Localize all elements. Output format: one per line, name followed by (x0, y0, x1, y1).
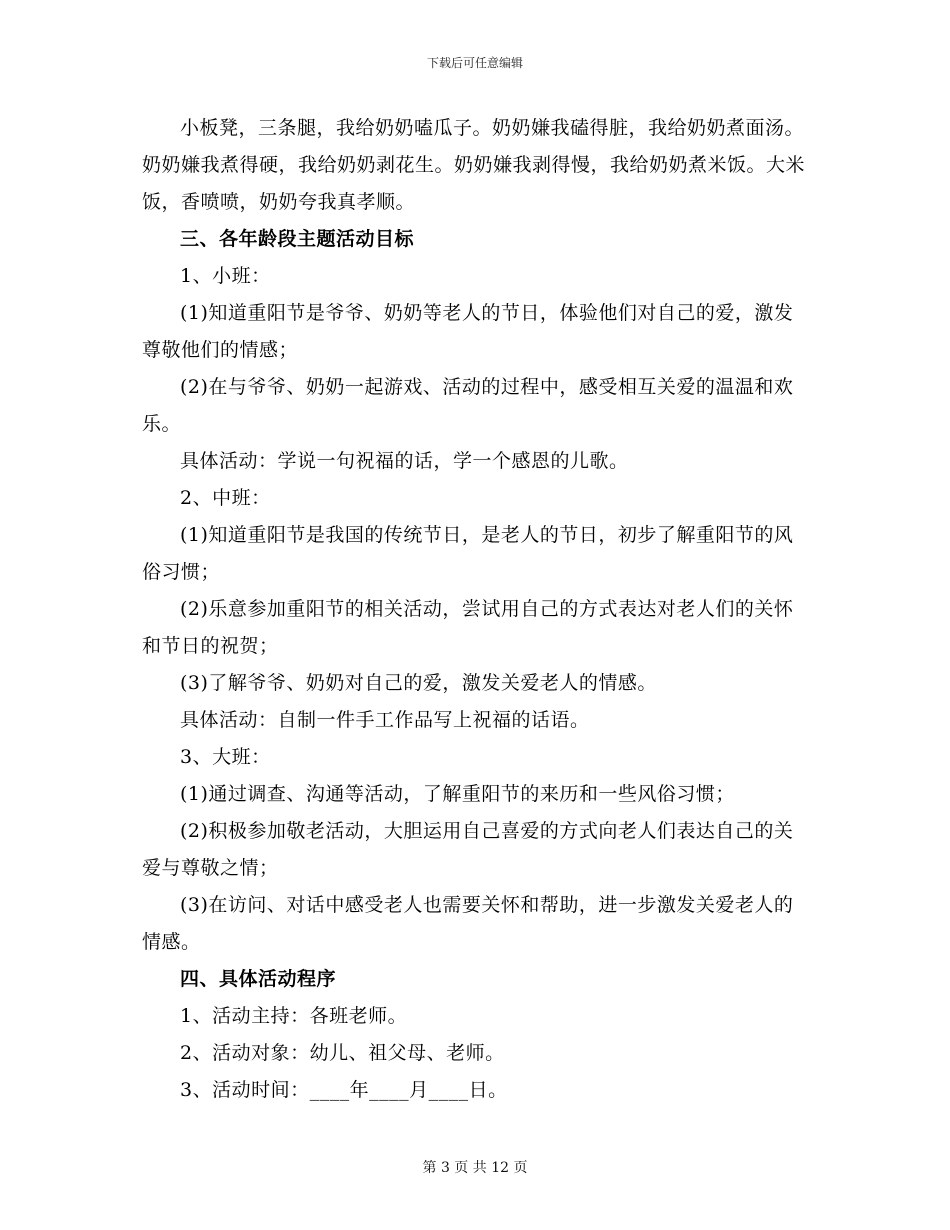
paragraph: (2)乐意参加重阳节的相关活动，尝试用自己的方式表达对老人们的关怀和节日的祝贺； (142, 598, 794, 657)
paragraph: (1)通过调查、沟通等活动，了解重阳节的来历和一些风俗习惯； (180, 783, 735, 805)
document-body (142, 110, 810, 1109)
paragraph: 1、活动主持：各班老师。 (180, 1005, 408, 1027)
section-heading: 三、各年龄段主题活动目标 (180, 228, 415, 250)
paragraph: (3)在访问、对话中感受老人也需要关怀和帮助，进一步激发关爱老人的情感。 (142, 894, 794, 953)
paragraph: (3)了解爷爷、奶奶对自己的爱，激发关爱老人的情感。 (180, 672, 657, 694)
paragraph: (2)在与爷爷、奶奶一起游戏、活动的过程中，感受相互关爱的温温和欢乐。 (142, 376, 794, 435)
subheading: 1、小班： (180, 265, 271, 287)
paragraph: 小板凳，三条腿，我给奶奶嗑瓜子。奶奶嫌我磕得脏，我给奶奶煮面汤。奶奶嫌我煮得硬，我给奶奶剥花生。奶奶嫌我剥得慢，我给奶奶煮米饭。大米饭，香喷喷，奶奶夸我真孝顺。 (142, 117, 806, 213)
paragraph: (1)知道重阳节是爷爷、奶奶等老人的节日，体验他们对自己的爱，激发尊敬他们的情感； (142, 302, 794, 361)
paragraph: 具体活动：自制一件手工作品写上祝福的话语。 (180, 709, 590, 731)
subheading: 3、大班： (180, 746, 271, 768)
paragraph: (2)积极参加敬老活动，大胆运用自己喜爱的方式向老人们表达自己的关爱与尊敬之情； (142, 820, 794, 879)
paragraph: 具体活动：学说一句祝福的话，学一个感恩的儿歌。 (180, 450, 629, 472)
subheading: 2、中班： (180, 487, 271, 509)
paragraph: 3、活动时间：____年____月____日。 (180, 1079, 508, 1101)
paragraph: 2、活动对象：幼儿、祖父母、老师。 (180, 1042, 505, 1064)
section-heading: 四、具体活动程序 (180, 968, 337, 990)
header-note: 下载后可任意编辑 (426, 56, 523, 70)
page-number-footer: 第 3 页 共 12 页 (422, 1160, 528, 1176)
paragraph: (1)知道重阳节是我国的传统节日，是老人的节日，初步了解重阳节的风俗习惯； (142, 524, 794, 583)
